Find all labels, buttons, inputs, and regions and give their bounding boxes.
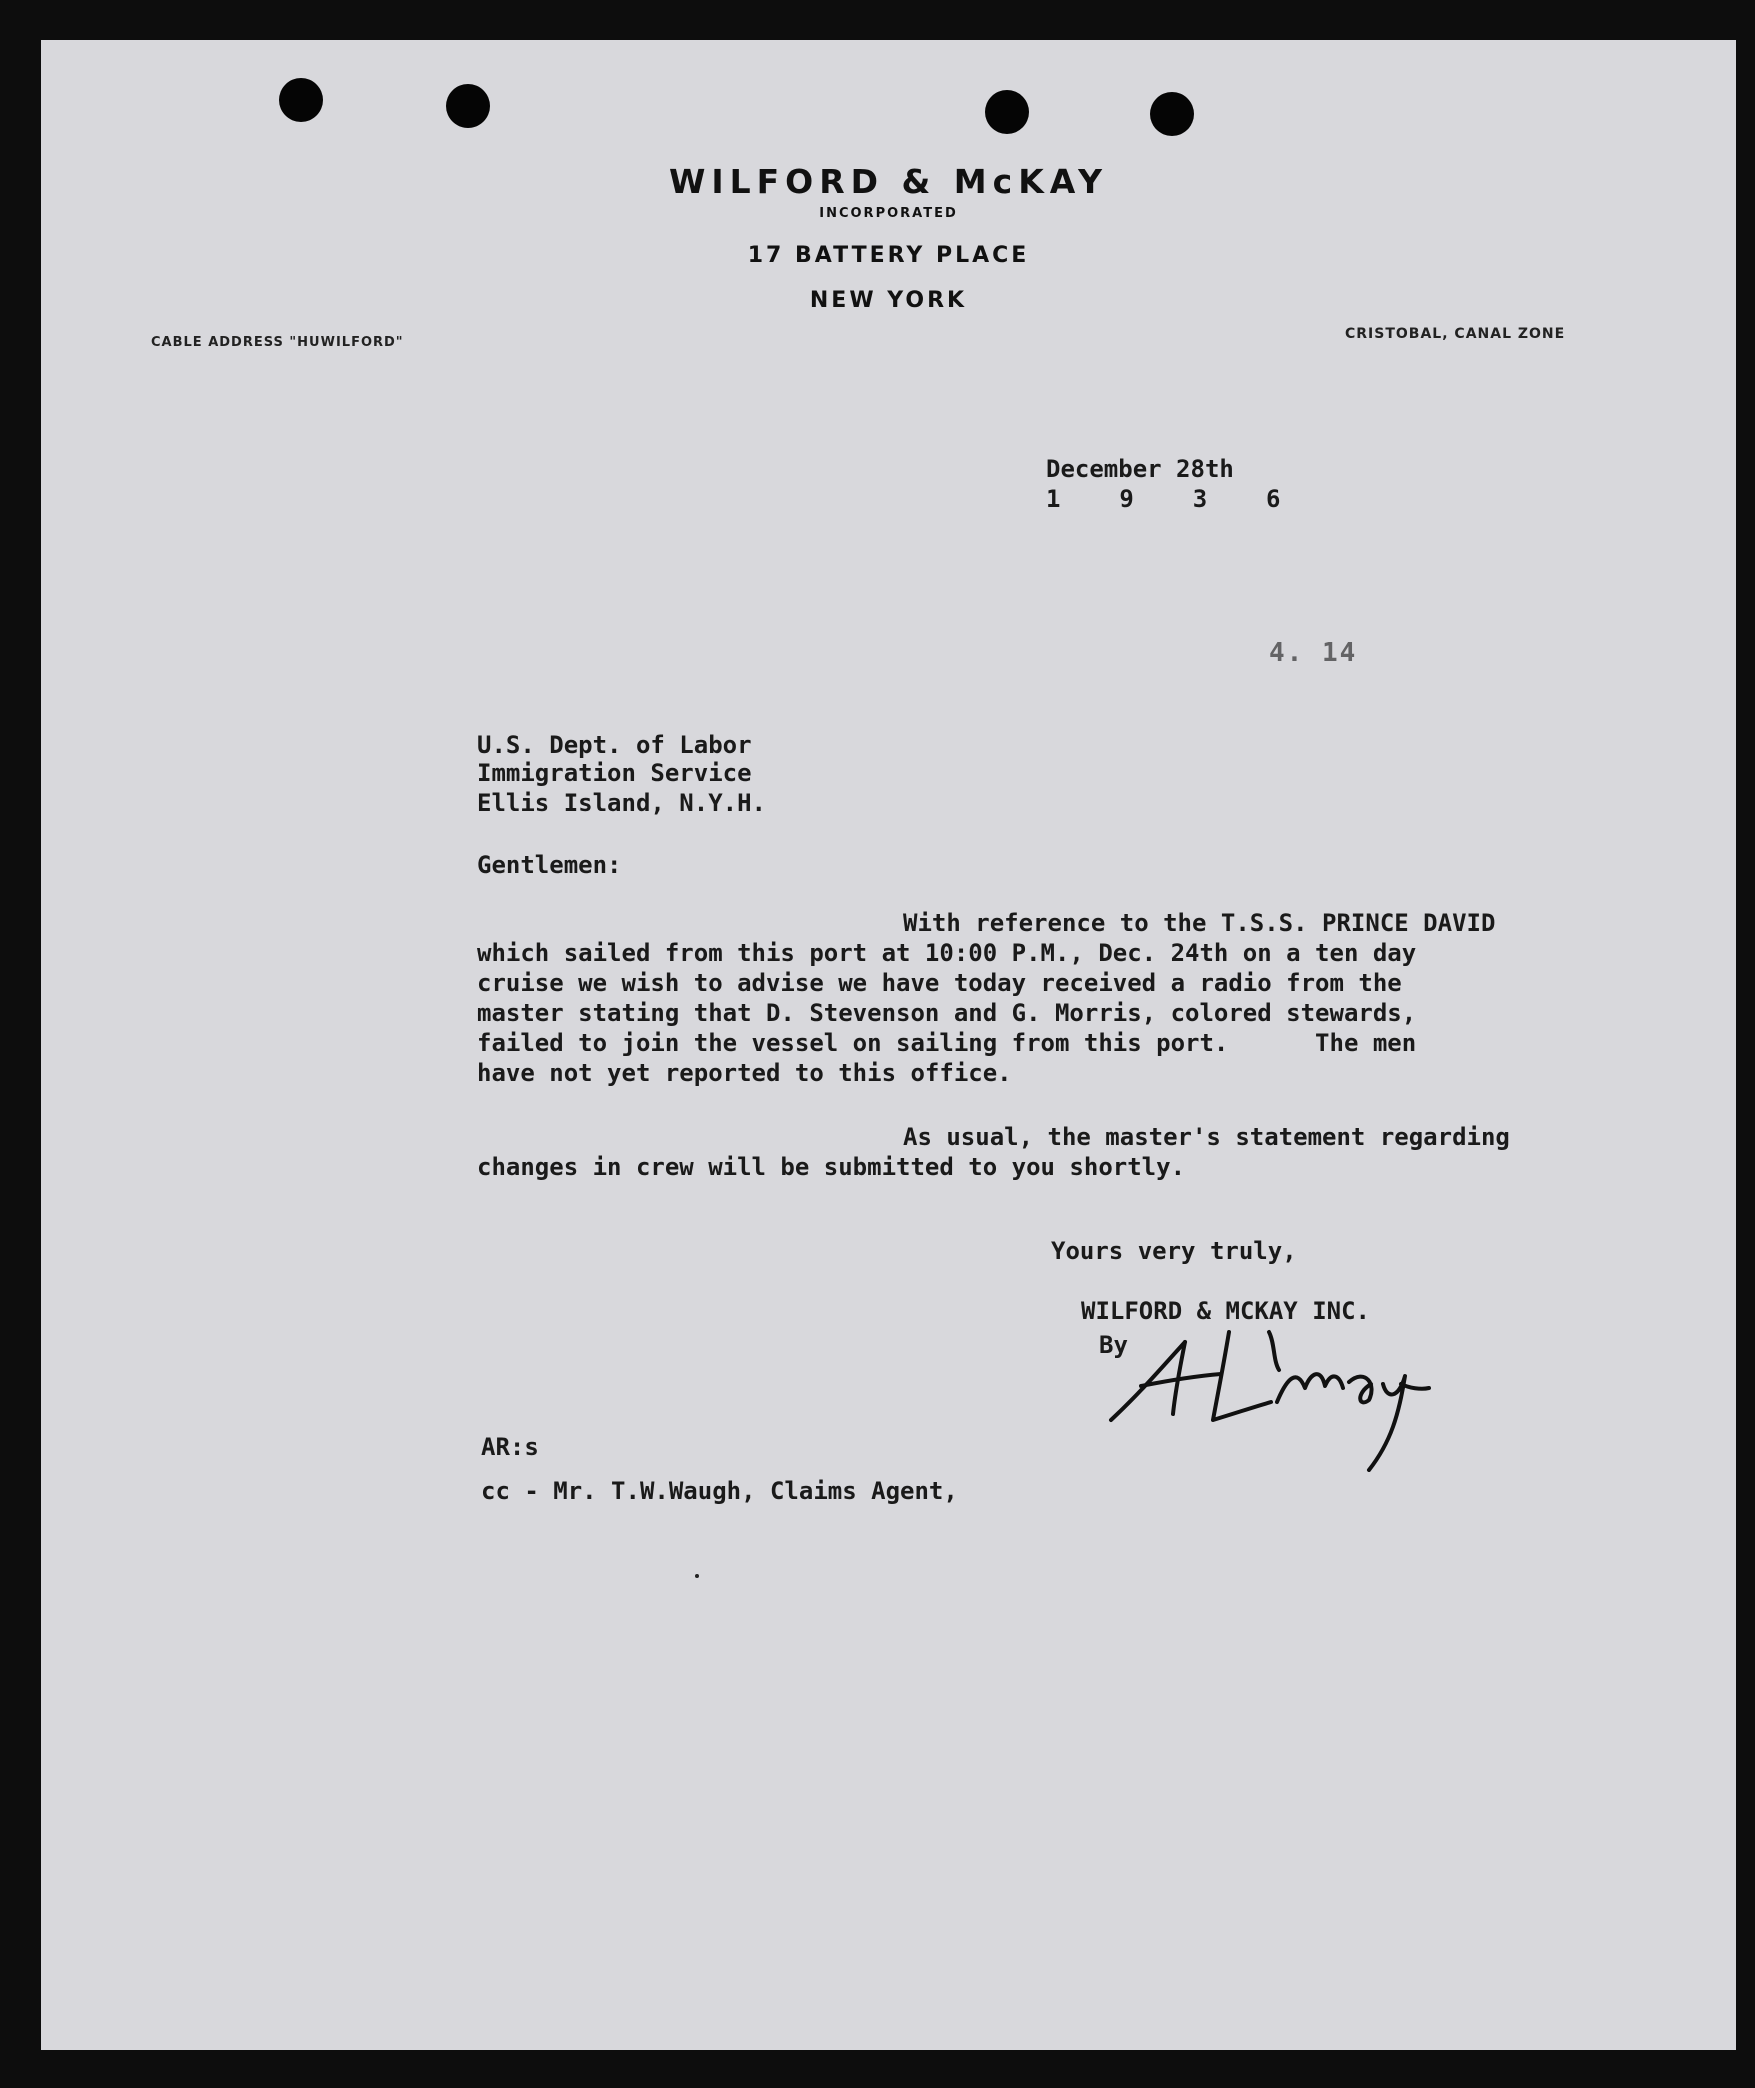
salutation: Gentlemen: [477,851,622,879]
cable-address: CABLE ADDRESS "HUWILFORD" [151,335,404,350]
recipient-line: Ellis Island, N.Y.H. [477,789,766,817]
body-line: As usual, the master's statement regarding [903,1123,1510,1151]
date-month-day: December 28th [1046,455,1234,483]
body-line: which sailed from this port at 10:00 P.M., Dec. 24th on a ten day [477,939,1417,967]
paper-speck [695,1574,699,1578]
closing-company: WILFORD & MCKAY INC. [1081,1297,1370,1325]
letterhead-incorporated: INCORPORATED [819,206,958,221]
punch-hole [446,84,490,128]
file-stamp: 4. 14 [1269,638,1358,668]
punch-hole [1150,92,1194,136]
letterhead-company: WILFORD & McKAY [668,162,1109,201]
body-line: master stating that D. Stevenson and G. Morris, colored stewards, [477,999,1417,1027]
recipient-line: U.S. Dept. of Labor [477,731,752,759]
body-line: With reference to the T.S.S. PRINCE DAVID [903,909,1496,937]
body-line: have not yet reported to this office. [477,1059,1012,1087]
letter-page [41,40,1736,2050]
punch-hole [985,90,1029,134]
carbon-copy-line: cc - Mr. T.W.Waugh, Claims Agent, [481,1477,958,1505]
recipient-line: Immigration Service [477,759,752,787]
branch-office: CRISTOBAL, CANAL ZONE [1345,326,1566,342]
closing-by: By [1099,1331,1128,1359]
letterhead-city: NEW YORK [809,288,968,313]
letterhead-street: 17 BATTERY PLACE [747,243,1030,268]
body-line: changes in crew will be submitted to you shortly. [477,1153,1186,1181]
typist-initials: AR:s [481,1433,539,1461]
body-line: cruise we wish to advise we have today received a radio from the [477,969,1402,997]
punch-hole [279,78,323,122]
valediction: Yours very truly, [1051,1237,1297,1265]
date-year: 1 9 3 6 [1046,485,1291,513]
body-line: failed to join the vessel on sailing from this port. The men [477,1029,1417,1057]
handwritten-signature [1101,1302,1431,1472]
